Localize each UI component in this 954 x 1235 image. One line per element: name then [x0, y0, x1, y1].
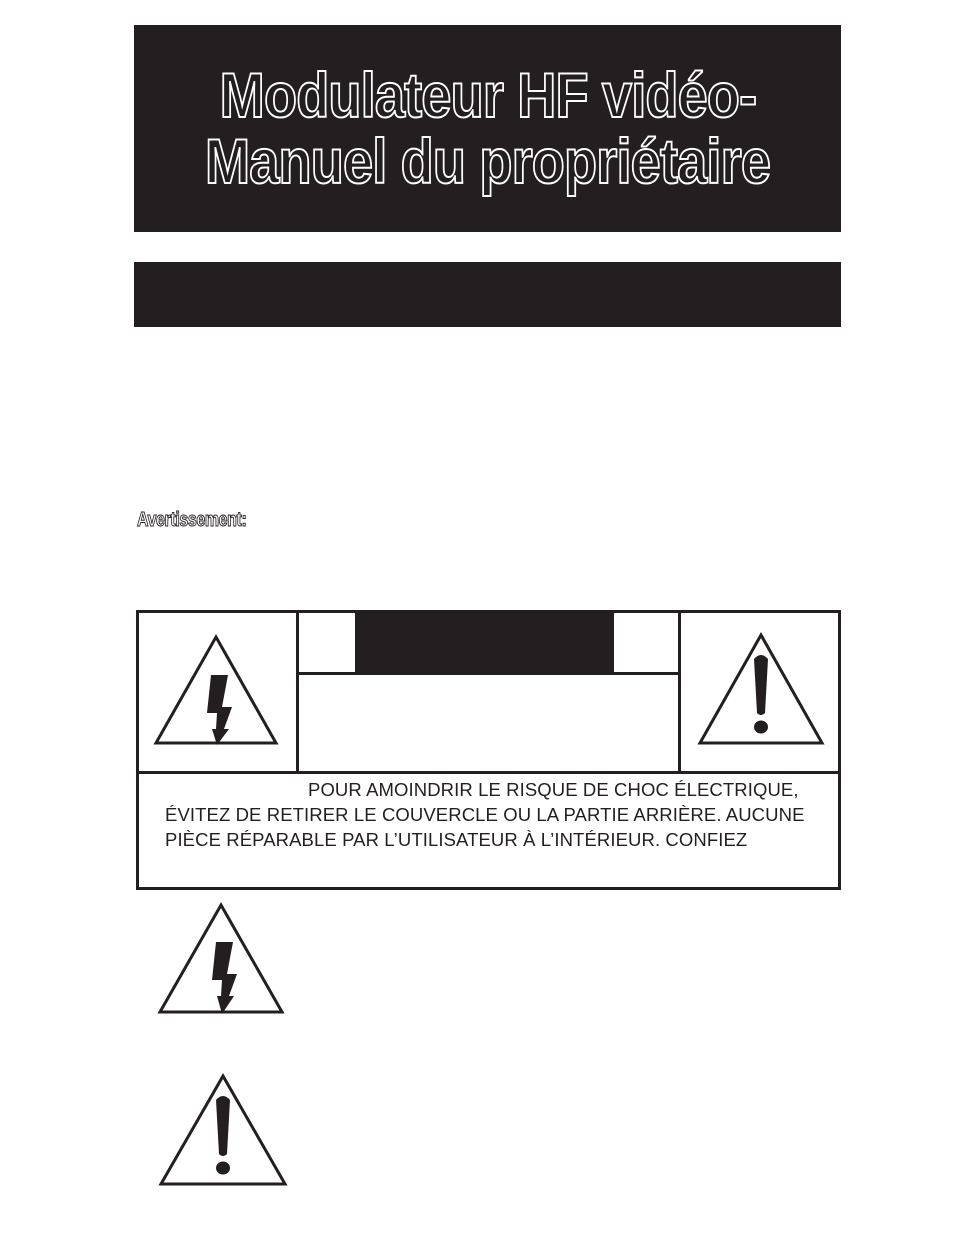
caution-text-line-1: POUR AMOINDRIR LE RISQUE DE CHOC ÉLECTRIQUE,: [308, 779, 799, 800]
caution-text-line-2: ÉVITEZ DE RETIRER LE COUVERCLE OU LA PARTIE ARRIÈRE. AUCUNE: [165, 804, 805, 825]
caution-cell-center: [299, 613, 678, 771]
subtitle-bar: [134, 262, 841, 327]
title-banner: [134, 25, 841, 232]
caution-text-line-3: PIÈCE RÉPARABLE PAR L’UTILISATEUR À L’INTÉRIEUR. CONFIEZ: [165, 829, 748, 850]
lightning-warning-icon: [151, 631, 281, 747]
caution-cell-right: [678, 613, 838, 771]
lightning-warning-icon: [155, 900, 287, 1016]
caution-cell-left: [139, 613, 299, 771]
caution-center-divider: [299, 672, 678, 675]
caution-row-divider: [139, 771, 838, 774]
caution-label-block: [355, 613, 614, 672]
exclamation-warning-icon: [157, 1072, 289, 1188]
title-line-1: Modulateur HF vidéo-: [219, 60, 756, 131]
warning-heading: Avertissement:: [137, 509, 247, 531]
caution-box: [136, 610, 841, 890]
exclamation-warning-icon: [696, 631, 826, 747]
title-line-2: Manuel du propriétaire: [204, 126, 771, 197]
caution-text: [165, 777, 825, 852]
